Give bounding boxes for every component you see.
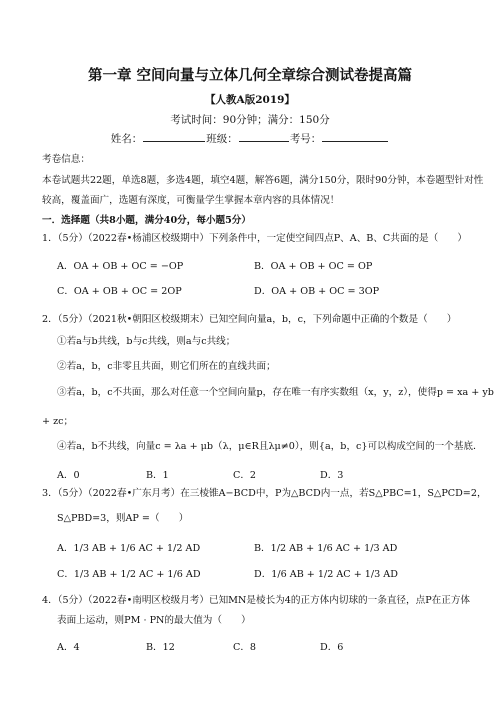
q4-option-b[interactable]: B．12 (146, 642, 175, 653)
number-blank[interactable] (322, 132, 388, 142)
student-fields (0, 131, 500, 146)
q1-option-d[interactable]: D．OA + OB + OC = 3OP (254, 286, 380, 297)
class-label: 班级： (206, 133, 238, 145)
section-heading: 一．选择题（共8小题，满分40分，每小题5分） (42, 215, 251, 226)
info-line-2: 较高，覆盖面广，选题有深度，可衡量学生掌握本章内容的具体情况！ (42, 195, 340, 206)
q4-stem-2: 表面上运动，则PM · PN的最大值为（ ） (57, 615, 251, 626)
q4-option-a[interactable]: A．4 (57, 642, 80, 653)
q4-option-c[interactable]: C．8 (233, 642, 257, 653)
exam-info: 考试时间：90分钟；满分：150分 (170, 114, 330, 126)
q4-option-d[interactable]: D．6 (320, 642, 344, 653)
q3-stem-1: 3．（5分）（2022春•广东月考）在三棱锥A−BCD中，P为△BCD内一点，若S△PBC=1，S△PCD=2， (42, 488, 487, 499)
q2-statement-1: ①若a与b共线，b与c共线，则a与c共线； (57, 336, 236, 347)
q2-stem: 2．（5分）（2021秋•朝阳区校级期末）已知空间向量a，b，c，下列命题中正确的个数是（ ） (42, 314, 457, 325)
edition-label: 【人教A版2019】 (205, 94, 295, 106)
name-blank[interactable] (143, 132, 205, 142)
q3-option-a[interactable]: A．1/3 AB + 1/6 AC + 1/2 AD (57, 543, 201, 554)
q2-option-d[interactable]: D．3 (320, 470, 344, 481)
q3-stem-2: S△PBD=3，则AP =（ ） (57, 513, 189, 524)
q1-stem: 1．（5分）（2022春•杨浦区校级期中）下列条件中，一定使空间四点P、A、B、C共面的是（ ） (42, 233, 468, 244)
name-label: 姓名： (110, 133, 143, 145)
q2-statement-3-cont: + zc； (42, 416, 74, 427)
number-label: 考号： (289, 133, 322, 145)
page-title: 第一章 空间向量与立体几何全章综合测试卷提高篇 (87, 67, 413, 84)
q2-statement-2: ②若a，b，c非零且共面，则它们所在的直线共面； (57, 361, 276, 372)
q4-stem-1: 4．（5分）（2022春•南明区校级月考）已知MN是棱长为4的正方体内切球的一条直径，点P在正方体 (42, 595, 471, 606)
q3-option-c[interactable]: C．1/3 AB + 1/2 AC + 1/6 AD (57, 569, 201, 580)
q3-option-d[interactable]: D．1/6 AB + 1/2 AC + 1/3 AD (254, 569, 398, 580)
q1-option-a[interactable]: A．OA + OB + OC = −OP (57, 261, 184, 272)
q1-option-b[interactable]: B．OA + OB + OC = OP (254, 261, 373, 272)
info-heading: 考卷信息： (42, 154, 90, 165)
q2-option-c[interactable]: C．2 (233, 470, 257, 481)
q2-option-b[interactable]: B．1 (146, 470, 169, 481)
q3-option-b[interactable]: B．1/2 AB + 1/6 AC + 1/3 AD (254, 543, 398, 554)
q2-statement-3: ③若a，b，c不共面，那么对任意一个空间向量p，存在唯一有序实数组（x，y，z），使得p = xa + yb (57, 387, 494, 398)
q1-option-c[interactable]: C．OA + OB + OC = 2OP (57, 286, 182, 297)
q2-statement-4: ④若a，b不共线，向量c = λa + μb（λ，μ∈R且λμ≠0），则{a，b，c}可以构成空间的一个基底． (57, 441, 483, 452)
info-line-1: 本卷试题共22题，单选8题，多选4题，填空4题，解答6题，满分150分，限时90分钟，本卷题型针对性 (42, 175, 484, 186)
class-blank[interactable] (239, 132, 289, 142)
q2-option-a[interactable]: A．0 (57, 470, 80, 481)
